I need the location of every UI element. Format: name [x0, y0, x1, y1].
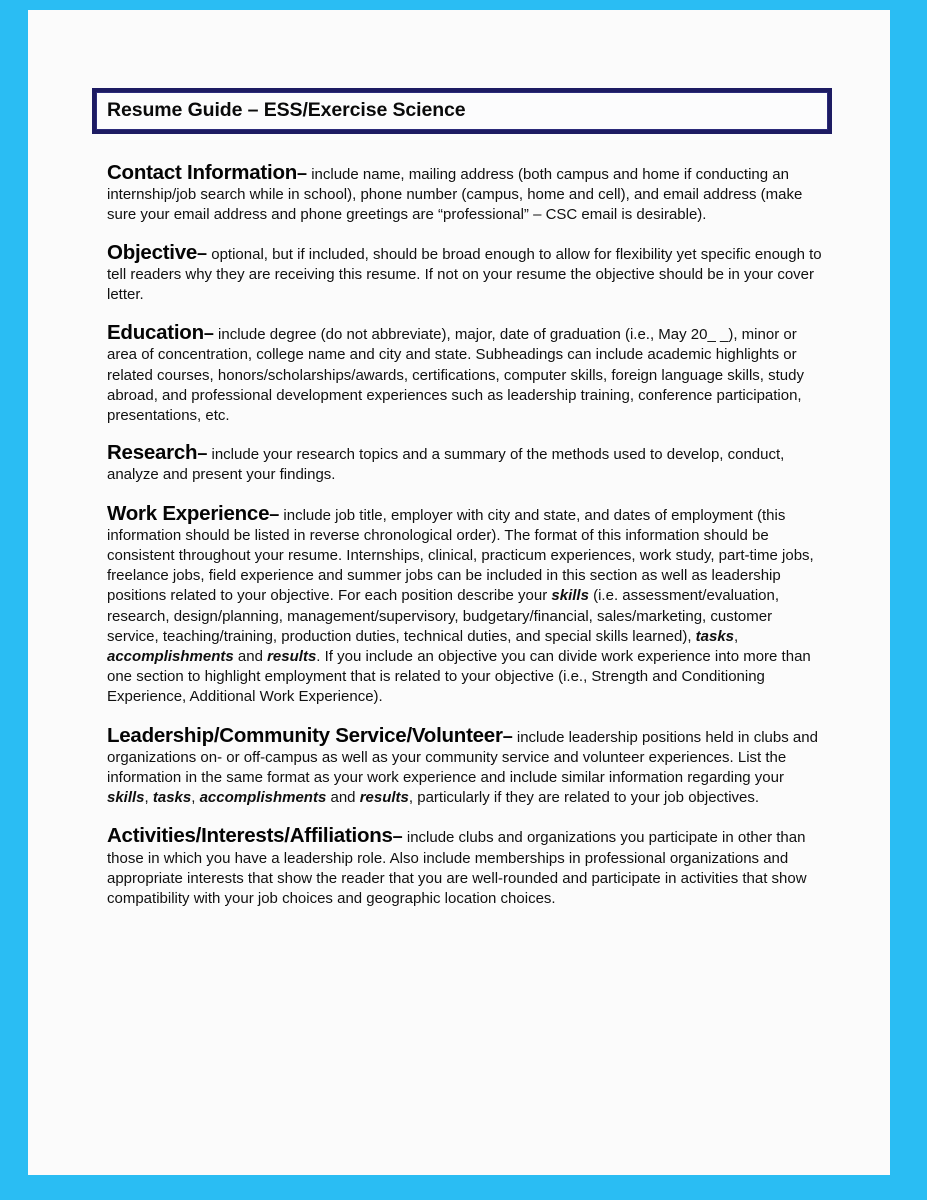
section-research — [107, 443, 822, 485]
heading-dash: – — [297, 163, 308, 183]
sections-container — [107, 163, 822, 909]
section-body-text: , — [734, 627, 739, 645]
section-work-experience — [107, 501, 822, 708]
emphasis-results: results — [359, 789, 409, 807]
section-heading-leadership: Leadership/Community Service/Volunteer — [107, 723, 503, 747]
section-leadership-community-service-volunteer — [107, 723, 822, 809]
section-body-text: . If you include an objective you can divide work experience into more than one section to highlight employment that is related to your objective (i.e., Strength and Conditioning Experience, Additional Work Experience). — [107, 648, 811, 706]
section-heading-work-experience: Work Experience — [107, 501, 270, 525]
heading-dash: – — [392, 826, 403, 847]
document-title-box-inner — [96, 92, 828, 130]
section-paragraph — [107, 163, 822, 226]
section-heading-objective: Objective — [107, 240, 198, 264]
section-body-text: optional, but if included, should be broad enough to allow for flexibility yet specific enough to tell readers why they are receiving this resume. If not on your resume the objective should be in your cover letter. — [107, 245, 822, 304]
section-paragraph — [107, 323, 822, 426]
emphasis-tasks: tasks — [695, 627, 735, 645]
section-body-text: include job title, employer with city and state, and dates of employment (this information should be listed in reverse chronological order). The format of this information should be consistent throughout your resume. Internships, clinical, practicum experiences, work study, part-time jobs, freelance jobs, field experience and summer jobs can be included in this section as well as leadership positions related to your objective. For each position describe your — [107, 506, 814, 605]
section-body-text: , — [191, 789, 200, 807]
emphasis-skills: skills — [551, 587, 589, 605]
section-education — [107, 323, 822, 426]
section-body-text: include clubs and organizations you participate in other than those in which you have a leadership role. Also include memberships in professional organizations and appropriate interests that show the reader that you are well-rounded and participate in activities that show compatibility with your job choices and geographic location choices. — [107, 829, 807, 908]
heading-dash: – — [197, 242, 208, 263]
document-page — [28, 10, 890, 1175]
section-contact-information — [107, 163, 822, 226]
document-title-box — [92, 88, 832, 134]
document-body — [28, 10, 890, 1175]
heading-dash: – — [502, 725, 513, 746]
emphasis-results: results — [267, 648, 317, 666]
section-objective — [107, 240, 822, 306]
section-paragraph — [107, 240, 822, 306]
heading-dash: – — [203, 323, 214, 344]
section-body-text: include degree (do not abbreviate), major, date of graduation (i.e., May 20_ _), minor or area of concentration, college name and city and state. Subheadings can include academic highlights or related courses, honors/scholarships/awards, certifications, computer skills, foreign language skills, study abroad, and professional development experiences such as leadership training, conference participation, presentations, etc. — [107, 326, 804, 425]
section-paragraph — [107, 723, 822, 809]
section-body-text: , — [144, 789, 153, 807]
section-body-text: (i.e. assessment/evaluation, research, design/planning, management/supervisory, budgetary/financial, sales/marketing, customer service, teaching/training, production duties, technical duties, and special skills learned), — [107, 587, 780, 645]
section-paragraph — [107, 443, 822, 485]
emphasis-accomplishments: accomplishments — [107, 648, 234, 666]
page-title: Resume Guide – ESS/Exercise Science — [107, 99, 466, 121]
section-heading-research: Research — [107, 441, 198, 465]
emphasis-skills: skills — [107, 789, 145, 807]
section-body-text: include your research topics and a summary of the methods used to develop, conduct, analyze and present your findings. — [107, 446, 785, 484]
section-activities-interests-affiliations — [107, 826, 822, 909]
section-body-text: and — [233, 648, 268, 666]
section-body-text: and — [326, 789, 360, 807]
section-paragraph — [107, 501, 822, 708]
emphasis-tasks: tasks — [152, 789, 192, 807]
section-paragraph — [107, 826, 822, 909]
section-body-text: , particularly if they are related to your job objectives. — [408, 789, 760, 807]
heading-dash: – — [269, 503, 280, 524]
section-body-text: include leadership positions held in clubs and organizations on- or off-campus as well as your community service and volunteer experiences. List the information in the same format as your work experience and include similar information regarding your — [107, 728, 818, 787]
section-heading-contact-information: Contact Information — [107, 161, 297, 184]
heading-dash: – — [197, 443, 208, 464]
emphasis-accomplishments: accomplishments — [199, 789, 327, 807]
section-heading-education: Education — [107, 321, 204, 345]
section-heading-activities: Activities/Interests/Affiliations — [107, 824, 393, 848]
section-body-text: include name, mailing address (both campus and home if conducting an internship/job search while in school), phone number (campus, home and cell), and email address (make sure your email address and phone greetings are “professional” – CSC email is desirable). — [107, 166, 803, 224]
